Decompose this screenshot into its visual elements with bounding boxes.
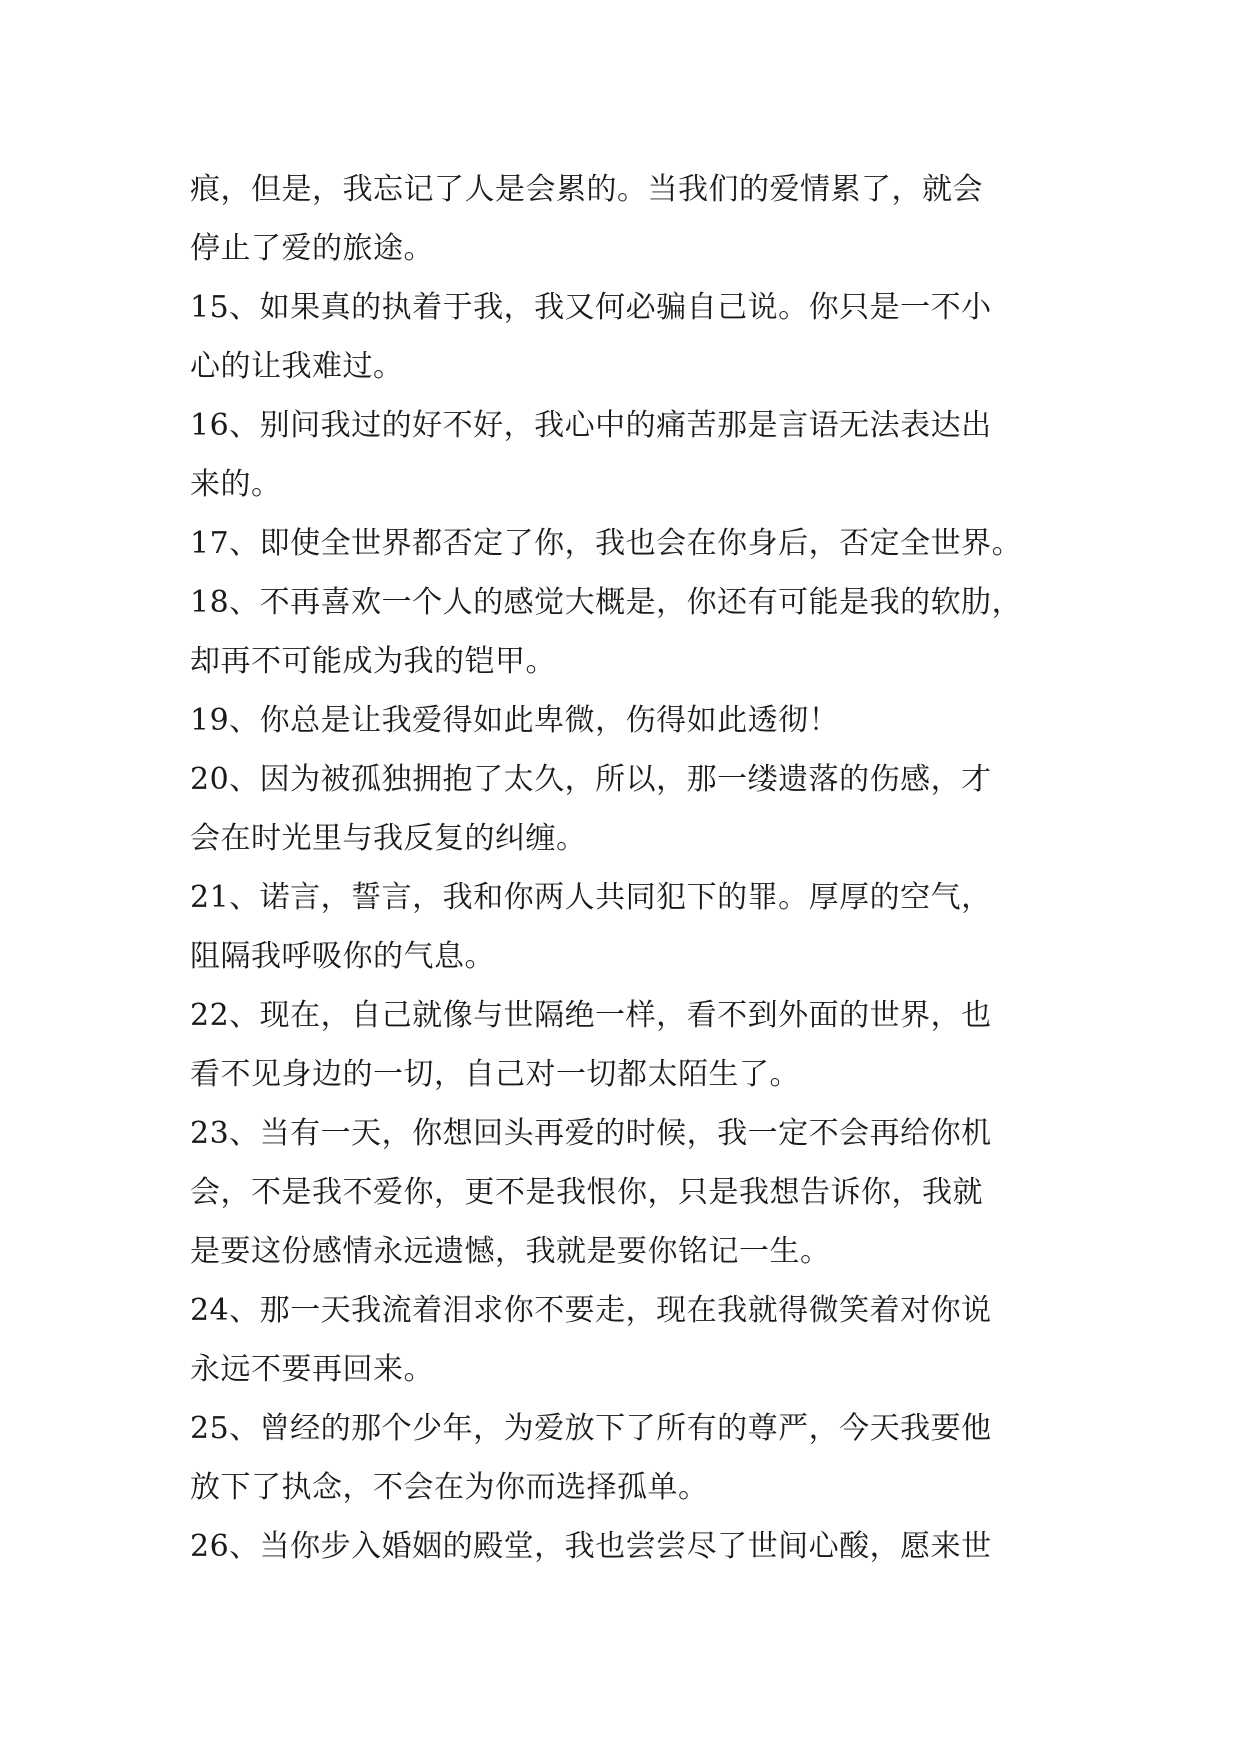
text-line: 来的。	[190, 467, 282, 502]
text-line: 25、曾经的那个少年，为爱放下了所有的尊严，今天我要他	[190, 1411, 992, 1446]
text-line: 22、现在，自己就像与世隔绝一样，看不到外面的世界，也	[190, 998, 992, 1033]
text-line: 19、你总是让我爱得如此卑微，伤得如此透彻！	[190, 703, 840, 738]
text-line: 16、别问我过的好不好，我心中的痛苦那是言语无法表达出	[190, 408, 992, 443]
text-line: 却再不可能成为我的铠甲。	[190, 644, 556, 679]
text-line: 18、不再喜欢一个人的感觉大概是，你还有可能是我的软肋，	[190, 585, 1023, 620]
text-line: 24、那一天我流着泪求你不要走，现在我就得微笑着对你说	[190, 1293, 992, 1328]
text-line: 26、当你步入婚姻的殿堂，我也尝尝尽了世间心酸，愿来世	[190, 1529, 992, 1564]
text-line: 是要这份感情永远遗憾，我就是要你铭记一生。	[190, 1234, 831, 1269]
text-line: 永远不要再回来。	[190, 1352, 434, 1387]
text-line: 会，不是我不爱你，更不是我恨你，只是我想告诉你，我就	[190, 1175, 983, 1210]
text-line: 放下了执念，不会在为你而选择孤单。	[190, 1470, 709, 1505]
text-line: 心的让我难过。	[190, 349, 404, 384]
text-line: 20、因为被孤独拥抱了太久，所以，那一缕遗落的伤感，才	[190, 762, 992, 797]
text-line: 阻隔我呼吸你的气息。	[190, 939, 495, 974]
text-line: 21、诺言，誓言，我和你两人共同犯下的罪。厚厚的空气，	[190, 880, 992, 915]
text-line: 会在时光里与我反复的纠缠。	[190, 821, 587, 856]
text-line: 23、当有一天，你想回头再爱的时候，我一定不会再给你机	[190, 1116, 992, 1151]
text-line: 看不见身边的一切，自己对一切都太陌生了。	[190, 1057, 800, 1092]
text-line: 17、即使全世界都否定了你，我也会在你身后，否定全世界。	[190, 526, 1023, 561]
document-body	[190, 160, 1070, 1576]
text-line: 痕，但是，我忘记了人是会累的。当我们的爱情累了，就会	[190, 172, 983, 207]
text-line: 停止了爱的旅途。	[190, 231, 434, 266]
text-line: 15、如果真的执着于我，我又何必骗自己说。你只是一不小	[190, 290, 992, 325]
